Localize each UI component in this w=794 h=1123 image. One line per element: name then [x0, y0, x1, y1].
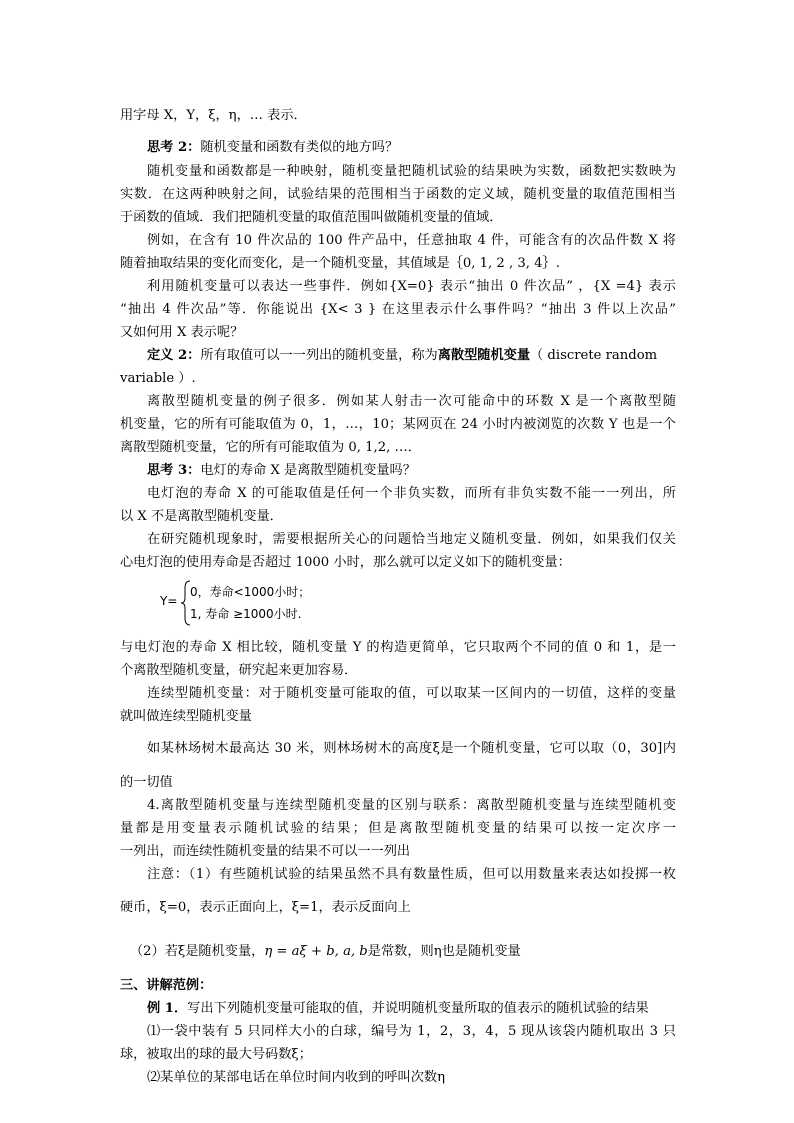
linear-transform-formula: η = aξ + b, a, b	[264, 944, 368, 959]
text-line: 于函数的值域．我们把随机变量的取值范围叫做随机变量的值域．	[120, 210, 503, 225]
definition-2-term: 离散型随机变量	[437, 348, 531, 363]
text-line: 离散型随机变量，它的所有可能取值为 0, 1,2, …．	[120, 440, 421, 455]
text-line: 的一切值	[120, 775, 173, 790]
note-2-text: （2）若ξ是随机变量，	[130, 944, 265, 959]
example-1-heading: 例 1．	[147, 1001, 188, 1016]
text-line: 4.离散型随机变量与连续型随机变量的区别与联系：离散型随机变量与连续型随机变	[147, 798, 676, 813]
piecewise-formula	[160, 580, 360, 626]
text-line: 一列出，而连续性随机变量的结果不可以一一列出	[120, 844, 411, 859]
text-line: 硬币，ξ=0，表示正面向上，ξ=1，表示反面向上	[120, 900, 411, 915]
think-2-question: 随机变量和函数有类似的地方吗？	[200, 140, 399, 155]
text-line: 又如何用 X 表示呢？	[120, 325, 244, 340]
definition-2-heading: 定义 2：	[147, 348, 201, 363]
text-line: 利用随机变量可以表达一些事件．例如{X=0} 表示“抽出 0 件次品” ，{X =4} 表示	[147, 279, 676, 294]
text-line: 离散型随机变量的例子很多．例如某人射击一次可能命中的环数 X 是一个离散型随	[147, 394, 676, 409]
text-line: ⑵某单位的某部电话在单位时间内收到的呼叫次数η	[147, 1070, 446, 1085]
text-line: 与电灯泡的寿命 X 相比较，随机变量 Y 的构造更简单，它只取两个不同的值 0 和 1，是一	[120, 640, 676, 655]
text-line: 电灯泡的寿命 X 的可能取值是任何一个非负实数，而所有非负实数不能一一列出，所	[147, 486, 676, 501]
definition-2-text: 所有取值可以一一列出的随机变量，称为	[200, 348, 438, 363]
text-line: 随着抽取结果的变化而变化，是一个随机变量，其值域是｛0, 1, 2 , 3, 4｝.	[120, 256, 560, 271]
text-line: 注意：（1）有些随机试验的结果虽然不具有数量性质，但可以用数量来表达如投掷一枚	[147, 867, 676, 882]
think-2-heading: 思考 2：	[147, 140, 201, 155]
definition-2-line	[147, 348, 676, 364]
text-line: 个离散型随机变量，研究起来更加容易．	[120, 663, 358, 678]
text-line: 球，被取出的球的最大号码数ξ；	[120, 1047, 312, 1062]
text-line: 以 X 不是离散型随机变量．	[120, 509, 283, 524]
example-1-line	[147, 1001, 676, 1017]
text-line: variable ）.	[120, 371, 196, 386]
text-line: 如某林场树木最高达 30 米，则林场树木的高度ξ是一个随机变量，它可以取（0，30]内	[147, 741, 676, 756]
text-line: 机变量，它的所有可能取值为 0，1，…，10；某网页在 24 小时内被浏览的次数 Y 也是一个	[120, 417, 676, 432]
text-line: 实数．在这两种映射之间，试验结果的范围相当于函数的定义域，随机变量的取值范围相当	[120, 187, 676, 202]
text-line: 心电灯泡的使用寿命是否超过 1000 小时，那么就可以定义如下的随机变量：	[120, 555, 571, 570]
think-2-line	[147, 140, 676, 156]
formula-case-2: 1, 寿命 ≥1000小时.	[190, 607, 302, 621]
text-line: 量都是用变量表示随机试验的结果；但是离散型随机变量的结果可以按一定次序一	[120, 821, 676, 836]
text-line: 例如，在含有 10 件次品的 100 件产品中，任意抽取 4 件，可能含有的次品件数 X 将	[147, 233, 676, 248]
note-2-line	[130, 944, 686, 960]
text-line: “抽出 4 件次品”等．你能说出 {X< 3 } 在这里表示什么事件吗？“抽出 3 件以上次品”	[120, 302, 676, 317]
think-3-line	[147, 463, 676, 479]
text-line: 用字母 X，Y，ξ，η，… 表示．	[120, 108, 307, 123]
example-1-text: 写出下列随机变量可能取的值，并说明随机变量所取的值表示的随机试验的结果	[187, 1001, 649, 1016]
text-line: ⑴一袋中装有 5 只同样大小的白球，编号为 1，2，3，4，5 现从该袋内随机取出 3 只	[147, 1024, 676, 1039]
formula-case-1: 0，寿命<1000小时；	[190, 585, 311, 599]
definition-2-english: （ discrete random	[530, 348, 658, 363]
section-heading: 三、讲解范例：	[120, 978, 213, 993]
text-line: 就叫做连续型随机变量	[120, 709, 252, 724]
think-3-heading: 思考 3：	[147, 463, 201, 478]
formula-lhs: Y=	[160, 594, 178, 608]
text-line: 连续型随机变量：对于随机变量可能取的值，可以取某一区间内的一切值，这样的变量	[147, 686, 676, 701]
note-2-text: 是常数，则η也是随机变量	[367, 944, 521, 959]
think-3-question: 电灯的寿命 X 是离散型随机变量吗？	[200, 463, 416, 478]
text-line: 随机变量和函数都是一种映射，随机变量把随机试验的结果映为实数，函数把实数映为	[147, 164, 676, 179]
text-line: 在研究随机现象时，需要根据所关心的问题恰当地定义随机变量．例如，如果我们仅关	[147, 532, 676, 547]
